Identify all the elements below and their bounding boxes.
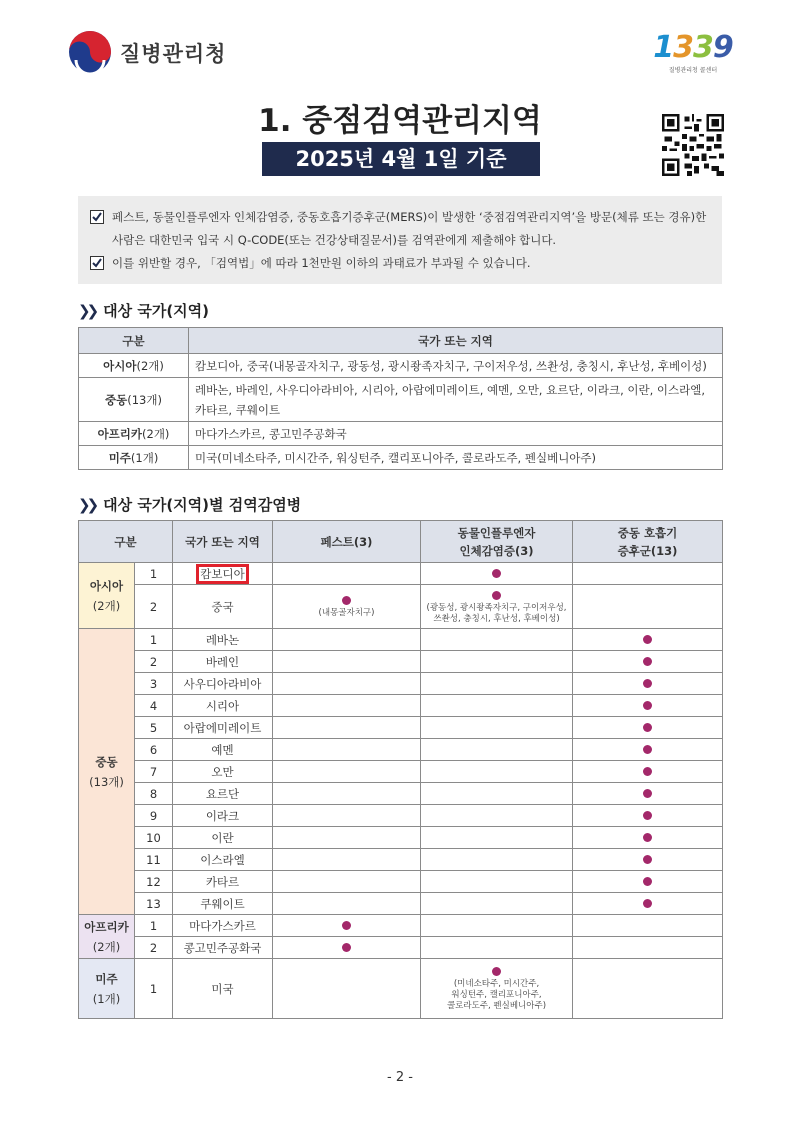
region-cell: 아시아(2개) [79,354,189,378]
region-cell: 미주 (1개) [79,959,135,1019]
government-emblem-icon [68,30,112,74]
checkbox-icon [90,210,104,224]
row-number: 7 [135,761,173,783]
plague-cell [273,915,421,937]
countries-cell: 미국(미네소타주, 미시간주, 워싱턴주, 캘리포니아주, 콜로라도주, 펜실베니아주) [189,446,723,470]
page-number: - 2 - [387,1070,413,1085]
column-header: 페스트(3) [273,521,421,563]
mers-cell [573,673,723,695]
row-number: 1 [135,563,173,585]
country-cell: 콩고민주공화국 [173,937,273,959]
table-row [79,354,723,378]
country-cell: 이스라엘 [173,849,273,871]
applicable-dot [643,811,652,820]
mers-cell [573,717,723,739]
row-number: 12 [135,871,173,893]
country-cell: 오만 [173,761,273,783]
table-row [79,959,723,1019]
plague-cell [273,937,421,959]
qr-code-icon[interactable] [662,114,724,176]
mers-cell [573,563,723,585]
hotline-caption: 질병관리청 콜센터 [668,67,718,74]
countries-cell: 레바논, 바레인, 사우디아라비아, 시리아, 아랍에미레이트, 예멘, 오만, 요르단, 이라크, 이란, 이스라엘, 카타르, 쿠웨이트 [189,378,723,422]
table-row [79,446,723,470]
reference-date: 2025년 4월 1일 기준 [262,142,540,176]
row-number: 8 [135,783,173,805]
mers-cell [573,739,723,761]
hotline-digit: 9 [712,30,733,65]
applicable-dot [643,679,652,688]
hotline-digit: 3 [673,30,693,65]
table-row [79,673,723,695]
mers-cell [573,651,723,673]
row-number: 11 [135,849,173,871]
row-number: 1 [135,629,173,651]
applicable-dot [643,701,652,710]
mers-cell [573,871,723,893]
hotline-logo [648,32,738,74]
notice-line: 사람은 대한민국 입국 시 Q-CODE(또는 건강상태질문서)를 검역관에게 제출해야 합니다. [112,233,557,247]
row-number: 10 [135,827,173,849]
notice-line: 페스트, 동물인플루엔자 인체감염증, 중동호흡기증후군(MERS)이 발생한 ‘중점검역관리지역’을 방문(체류 또는 경유)한 [112,210,707,224]
table-row [79,761,723,783]
applicable-dot [643,833,652,842]
table-row [79,629,723,651]
applicable-dot [643,877,652,886]
section-heading [78,300,209,321]
country-cell: 예멘 [173,739,273,761]
table-row [79,739,723,761]
table-row [79,849,723,871]
plague-cell [273,563,421,585]
mers-cell [573,783,723,805]
region-cell: 아프리카 (2개) [79,915,135,959]
avian-flu-cell [421,563,573,585]
row-number: 1 [135,959,173,1019]
mers-cell [573,695,723,717]
table-row [79,893,723,915]
applicable-dot [643,635,652,644]
region-cell: 중동 (13개) [79,629,135,915]
applicable-dot [342,943,351,952]
row-number: 6 [135,739,173,761]
column-header: 구분 [79,521,173,563]
double-chevron-icon: ❯❯ [78,495,96,514]
country-cell: 캄보디아 [173,563,273,585]
country-cell: 시리아 [173,695,273,717]
table-row [79,937,723,959]
row-number: 3 [135,673,173,695]
applicable-dot [643,899,652,908]
mers-cell [573,629,723,651]
section-heading-text: 대상 국가(지역) [103,302,210,320]
double-chevron-icon: ❯❯ [78,301,96,320]
table-row [79,585,723,629]
country-cell: 바레인 [173,651,273,673]
country-cell: 카타르 [173,871,273,893]
country-cell: 레바논 [173,629,273,651]
column-header: 국가 또는 지역 [189,328,723,354]
region-cell: 아프리카(2개) [79,422,189,446]
applicable-dot [492,591,501,600]
row-number: 9 [135,805,173,827]
table-row [79,695,723,717]
table-row [79,422,723,446]
hotline-digit: 1 [653,30,674,65]
applicable-dot [342,596,351,605]
applicable-dot [643,745,652,754]
table-row [79,805,723,827]
country-cell: 중국 [173,585,273,629]
row-number: 13 [135,893,173,915]
table-row [79,871,723,893]
page-header [0,0,800,90]
column-header: 중동 호흡기 증후군(13) [573,521,723,563]
country-cell: 사우디아라비아 [173,673,273,695]
table-row [79,783,723,805]
applicable-dot [643,767,652,776]
section-heading [78,494,301,515]
applicable-dot [492,569,501,578]
target-countries-table [78,327,723,470]
countries-cell: 마다가스카르, 콩고민주공화국 [189,422,723,446]
avian-flu-cell: (광동성, 광시좡족자치구, 구이저우성, 쓰촨성, 충칭시, 후난성, 후베이성) [421,585,573,629]
column-header: 구분 [79,328,189,354]
column-header: 동물인플루엔자 인체감염증(3) [421,521,573,563]
avian-flu-cell: (미네소타주, 미시간주, 워싱턴주, 캘리포니아주, 콜로라도주, 펜실베니아주) [421,959,573,1019]
mers-cell [573,849,723,871]
applicable-dot [492,967,501,976]
plague-cell: (내몽골자치구) [273,585,421,629]
row-number: 5 [135,717,173,739]
highlight-box [196,564,248,584]
countries-cell: 캄보디아, 중국(내몽골자치구, 광동성, 광시좡족자치구, 구이저우성, 쓰촨성, 충칭시, 후난성, 후베이성) [189,354,723,378]
table-row [79,378,723,422]
checkbox-icon [90,256,104,270]
region-cell: 미주(1개) [79,446,189,470]
country-cell: 마다가스카르 [173,915,273,937]
mers-cell [573,585,723,629]
country-cell: 쿠웨이트 [173,893,273,915]
mers-cell [573,827,723,849]
table-row [79,827,723,849]
applicable-dot [643,723,652,732]
agency-name: 질병관리청 [120,42,227,66]
mers-cell [573,893,723,915]
quarantine-disease-table [78,520,723,1019]
table-row [79,915,723,937]
country-cell: 이라크 [173,805,273,827]
country-cell: 미국 [173,959,273,1019]
applicable-dot [643,657,652,666]
applicable-dot [342,921,351,930]
region-cell: 중동(13개) [79,378,189,422]
row-number: 4 [135,695,173,717]
country-cell: 이란 [173,827,273,849]
country-cell: 요르단 [173,783,273,805]
notice-box [78,196,722,284]
column-header: 국가 또는 지역 [173,521,273,563]
table-row [79,651,723,673]
page-title: 1. 중점검역관리지역 [258,103,542,139]
table-row [79,563,723,585]
country-cell: 아랍에미레이트 [173,717,273,739]
applicable-dot [643,789,652,798]
hotline-digit: 3 [693,30,713,65]
row-number: 2 [135,937,173,959]
section-heading-text: 대상 국가(지역)별 검역감염병 [103,496,302,514]
row-number: 2 [135,651,173,673]
table-row [79,717,723,739]
row-number: 1 [135,915,173,937]
mers-cell [573,805,723,827]
applicable-dot [643,855,652,864]
region-cell: 아시아 (2개) [79,563,135,629]
row-number: 2 [135,585,173,629]
mers-cell [573,761,723,783]
notice-line: 이를 위반할 경우, 「검역법」에 따라 1천만원 이하의 과태료가 부과될 수 있습니다. [112,256,531,270]
